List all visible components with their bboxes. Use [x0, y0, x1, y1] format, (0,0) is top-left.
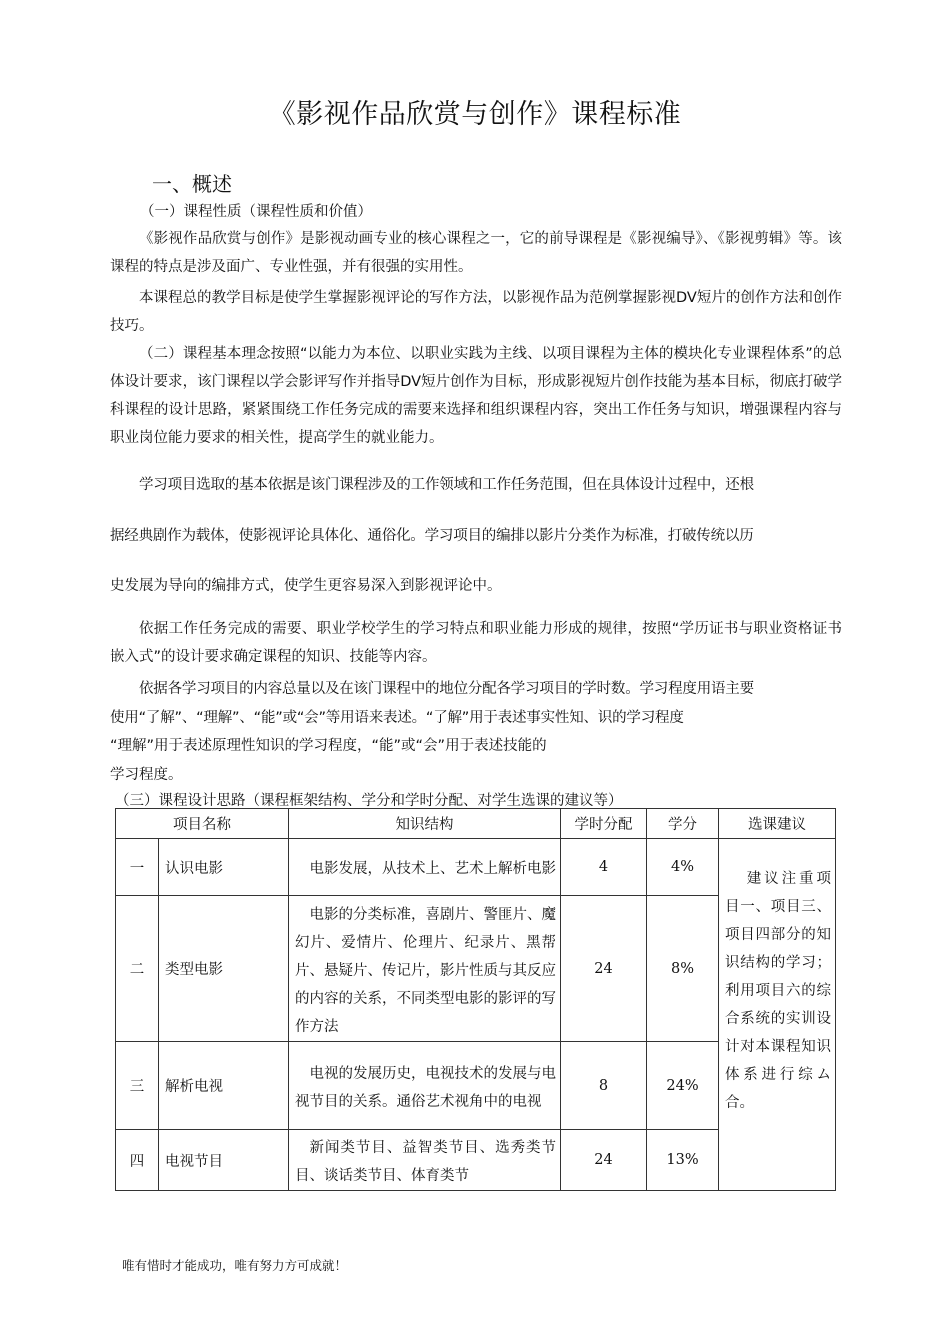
row-credit: 13% [647, 1130, 719, 1191]
row-project-name: 认识电影 [159, 839, 289, 896]
row-credit: 24% [647, 1042, 719, 1130]
paragraph-basic-concept: （二）课程基本理念按照“以能力为本位、以职业实践为主线、以项目课程为主体的模块化专业课程体系”的总体设计要求，该门课程以学会影评写作并指导DV短片创作为目标，形成影视短片创作技能为基本目标，彻底打破学科课程的设计思路，紧紧围绕工作任务完成的需要来选择和组织课程内容，突出工作任务与知识，增强课程内容与职业岗位能力要求的相关性，提高学生的就业能力。 [110, 346, 842, 446]
row-hours: 4 [561, 839, 647, 896]
row-credit: 8% [647, 896, 719, 1042]
row-knowledge: 新闻类节目、益智类节目、选秀类节目、谈话类节目、体育类节 [289, 1130, 561, 1191]
row-hours: 24 [561, 1130, 647, 1191]
table-header-row [116, 809, 836, 839]
header-credit: 学分 [647, 809, 719, 839]
subsection-heading-design: （三）课程设计思路（课程框架结构、学分和学时分配、对学生选课的建议等） [115, 793, 623, 809]
subsection-heading-course-nature: （一）课程性质（课程性质和价值） [140, 204, 372, 220]
row-project-name: 电视节目 [159, 1130, 289, 1191]
course-advice-text: 建议注重项目一、项目三、项目四部分的知识结构的学习；利用项目六的综合系统的实训设计对本课程知识体系进行综ム合。 [725, 871, 831, 1111]
row-credit: 4% [647, 839, 719, 896]
paragraph-hours-line-3: “理解”用于表述原理性知识的学习程度，“能”或“会”用于表述技能的 [110, 738, 547, 754]
paragraph-teaching-goal: 本课程总的教学目标是使学生掌握影视评论的写作方法，以影视作品为范例掌握影视DV短片的创作方法和创作技巧。 [110, 290, 842, 334]
row-project-name: 类型电影 [159, 896, 289, 1042]
header-hours: 学时分配 [561, 809, 647, 839]
course-structure-table [115, 808, 836, 1191]
row-hours: 8 [561, 1042, 647, 1130]
row-number: 四 [116, 1130, 159, 1191]
section-heading-overview: 一、概述 [152, 172, 232, 196]
row-hours: 24 [561, 896, 647, 1042]
paragraph-content-basis: 依据工作任务完成的需要、职业学校学生的学习特点和职业能力形成的规律，按照“学历证书与职业资格证书嵌入式”的设计要求确定课程的知识、技能等内容。 [110, 621, 842, 665]
header-project-name: 项目名称 [116, 809, 289, 839]
header-advice: 选课建议 [719, 809, 836, 839]
row-number: 三 [116, 1042, 159, 1130]
row-project-name: 解析电视 [159, 1042, 289, 1130]
row-knowledge: 电影发展，从技术上、艺术上解析电影 [289, 839, 561, 896]
paragraph-project-selection-line-3: 史发展为导向的编排方式，使学生更容易深入到影视评论中。 [110, 578, 502, 594]
page-footer: 唯有惜时才能成功，唯有努力方可成就！ [122, 1258, 348, 1273]
document-title: 《影视作品欣赏与创作》课程标准 [268, 99, 682, 130]
paragraph-project-selection-line-1: 学习项目选取的基本依据是该门课程涉及的工作领域和工作任务范围，但在具体设计过程中，还根 [139, 477, 754, 493]
row-number: 一 [116, 839, 159, 896]
row-knowledge: 电影的分类标准，喜剧片、警匪片、魔幻片、爱情片、伦理片、纪录片、黑帮片、悬疑片、传记片，影片性质与其反应的内容的关系，不同类型电影的影评的写作方法 [289, 896, 561, 1042]
header-knowledge: 知识结构 [289, 809, 561, 839]
paragraph-hours-line-2: 使用“了解”、“理解”、“能”或“会”等用语来表述。“了解”用于表述事实性知、识的学习程度 [110, 710, 684, 726]
table-row [116, 839, 836, 896]
paragraph-course-intro: 《影视作品欣赏与创作》是影视动画专业的核心课程之一，它的前导课程是《影视编导》、《影视剪辑》等。该课程的特点是涉及面广、专业性强，并有很强的实用性。 [110, 231, 842, 275]
row-knowledge: 电视的发展历史，电视技术的发展与电视节目的关系。通俗艺术视角中的电视 [289, 1042, 561, 1130]
course-advice-cell [719, 839, 836, 1191]
paragraph-project-selection-line-2: 据经典剧作为载体，使影视评论具体化、通俗化。学习项目的编排以影片分类作为标准，打破传统以历 [110, 528, 754, 544]
row-number: 二 [116, 896, 159, 1042]
paragraph-hours-line-1: 依据各学习项目的内容总量以及在该门课程中的地位分配各学习项目的学时数。学习程度用语主要 [139, 681, 754, 697]
paragraph-hours-line-4: 学习程度。 [110, 767, 183, 783]
